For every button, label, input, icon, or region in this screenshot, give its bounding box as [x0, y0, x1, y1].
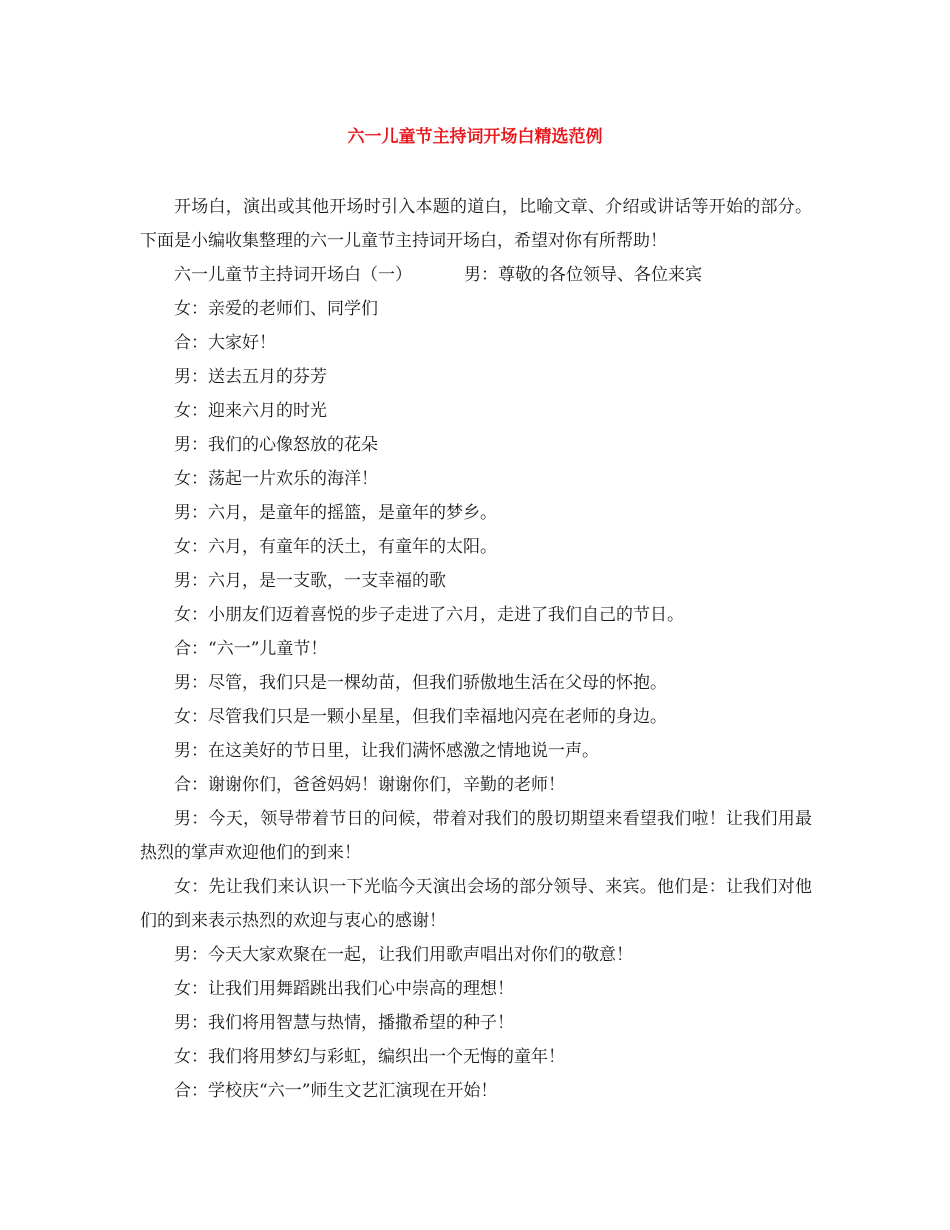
script-line: 女：尽管我们只是一颗小星星，但我们幸福地闪亮在老师的身边。: [174, 707, 667, 727]
script-line: 男：送去五月的芬芳: [174, 367, 327, 387]
script-line: 男：六月，是童年的摇篮，是童年的梦乡。: [174, 503, 497, 523]
intro-paragraph: 开场白，演出或其他开场时引入本题的道白，比喻文章、介绍或讲话等开始的部分。下面是小编收集整理的六一儿童节主持词开场白，希望对你有所帮助！: [140, 197, 812, 251]
script-line: 女：六月，有童年的沃土，有童年的太阳。: [174, 537, 497, 557]
script-line: 合：学校庆“六一”师生文艺汇演现在开始！: [174, 1081, 498, 1101]
script-line: 男：我们的心像怒放的花朵: [174, 435, 378, 455]
section-first-line: 男：尊敬的各位领导、各位来宾: [464, 265, 702, 285]
script-line: 男：今天，领导带着节日的问候，带着对我们的殷切期望来看望我们啦！让我们用最热烈的掌声欢迎他们的到来！: [140, 809, 812, 863]
document-title: 六一儿童节主持词开场白精选范例: [347, 127, 603, 147]
script-line: 男：尽管，我们只是一棵幼苗，但我们骄傲地生活在父母的怀抱。: [174, 673, 667, 693]
script-line: 男：今天大家欢聚在一起，让我们用歌声唱出对你们的敬意！: [174, 945, 633, 965]
script-line: 女：我们将用梦幻与彩虹，编织出一个无悔的童年！: [174, 1047, 565, 1067]
script-line: 女：小朋友们迈着喜悦的步子走进了六月，走进了我们自己的节日。: [174, 605, 684, 625]
script-line: 女：让我们用舞蹈跳出我们心中崇高的理想！: [174, 979, 514, 999]
document-body: [140, 190, 812, 1108]
script-line: 女：荡起一片欢乐的海洋！: [174, 469, 378, 489]
script-line: 女：亲爱的老师们、同学们: [174, 299, 378, 319]
script-line: 合：大家好！: [174, 333, 276, 353]
script-line: 男：六月，是一支歌，一支幸福的歌: [174, 571, 446, 591]
script-line: 女：先让我们来认识一下光临今天演出会场的部分领导、来宾。他们是：让我们对他们的到来表示热烈的欢迎与衷心的感谢！: [140, 877, 812, 931]
script-line: 女：迎来六月的时光: [174, 401, 327, 421]
section-heading-line: [140, 258, 812, 292]
script-line: 合：谢谢你们，爸爸妈妈！谢谢你们，辛勤的老师！: [174, 775, 565, 795]
section-heading: 六一儿童节主持词开场白（一）: [174, 265, 412, 285]
script-line: 合：“六一”儿童节！: [174, 639, 328, 659]
script-line: 男：我们将用智慧与热情，播撒希望的种子！: [174, 1013, 514, 1033]
script-line: 男：在这美好的节日里，让我们满怀感激之情地说一声。: [174, 741, 599, 761]
